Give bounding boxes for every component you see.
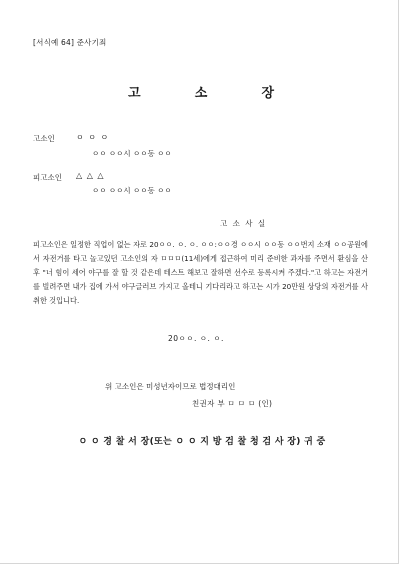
section-heading: 고 소 사 실 <box>220 219 267 228</box>
document-title <box>128 82 274 101</box>
accused-name: △ △ △ <box>76 171 105 180</box>
accused-label: 피고소인 <box>33 173 62 182</box>
title-char-2: 소 <box>194 86 208 101</box>
document-date: 20ㅇㅇ. ㅇ. ㅇ. <box>168 334 224 343</box>
guardian-note: 위 고소인은 미성년자이므로 법정대리인 <box>105 382 236 391</box>
facts-paragraph: 피고소인은 일정한 직업이 없는 자로 20ㅇㅇ. ㅇ. ㅇ. ㅇㅇ:ㅇㅇ경 ㅇㅇ시 ㅇㅇ동 ㅇㅇ번지 소재 ㅇㅇ공원에서 자전거를 타고 놀고있던 고소인의 자 ㅁㅁㅁ(11세)에게 접근하여 미리 준비한 과자를 주면서 환심을 산 후 "너 힘이 세어 야구를 잘 할 것 같은데 테스트 해보고 잘하면 선수로 등록시켜 주겠다."고 하고는 자전거를 빌려주면 내가 집에 가서 야구글러브 가지고 올테니 기다리라고 하고는 시가 20만원 상당의 자전거를 사취한 것입니다. <box>33 240 368 305</box>
title-char-3: 장 <box>261 86 274 101</box>
complainant-label: 고소인 <box>33 134 55 143</box>
accused-address: ㅇㅇ ㅇㅇ시 ㅇㅇ동 ㅇㅇ <box>92 186 172 195</box>
title-char-1: 고 <box>128 86 141 101</box>
complainant-address: ㅇㅇ ㅇㅇ시 ㅇㅇ동 ㅇㅇ <box>92 149 172 158</box>
legal-agent-signature: 친권자 부 ㅁ ㅁ ㅁ (인) <box>192 399 273 408</box>
complainant-name: ㅇ ㅇ ㅇ <box>76 133 110 142</box>
form-number: [서식예 64] 준사기죄 <box>33 38 107 47</box>
recipient-line: ㅇ ㅇ 경 찰 서 장(또는 ㅇ ㅇ 지 방 검 찰 청 검 사 장) 귀 중 <box>78 437 326 447</box>
